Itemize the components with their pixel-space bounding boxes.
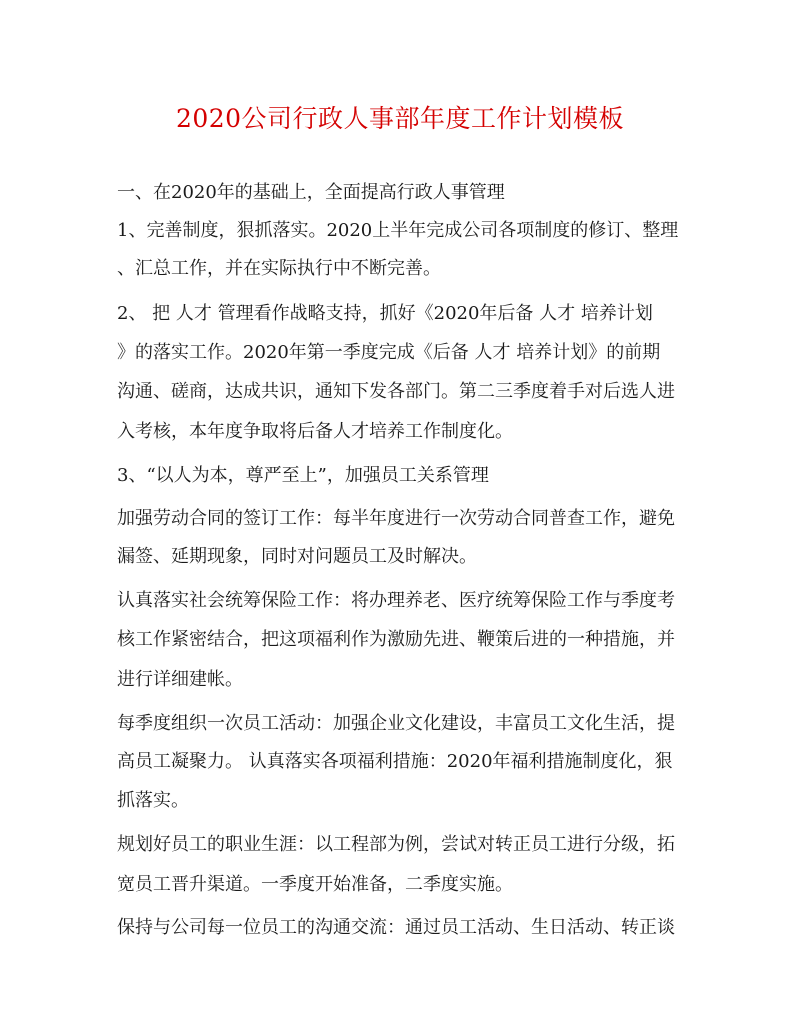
paragraph-line: 核工作紧密结合，把这项福利作为激励先进、鞭策后进的一种措施，并 xyxy=(117,629,675,650)
paragraph-line: 进行详细建帐。 xyxy=(117,669,243,690)
paragraph-line: 漏签、延期现象，同时对问题员工及时解决。 xyxy=(117,546,477,567)
paragraph-line: 入考核，本年度争取将后备人才培养工作制度化。 xyxy=(117,421,513,442)
paragraph-line: 保持与公司每一位员工的沟通交流：通过员工活动、生日活动、转正谈 xyxy=(117,917,675,938)
paragraph-line: 规划好员工的职业生涯：以工程部为例，尝试对转正员工进行分级，拓 xyxy=(117,834,675,855)
paragraph-line: 宽员工晋升渠道。一季度开始准备，二季度实施。 xyxy=(117,874,513,895)
paragraph-line: 3、“以人为本，尊严至上”，加强员工关系管理 xyxy=(117,465,489,486)
paragraph-line: 一、在2020年的基础上，全面提高行政人事管理 xyxy=(117,182,505,203)
paragraph-line: 高员工凝聚力。 认真落实各项福利措施：2020年福利措施制度化，狠 xyxy=(117,751,673,772)
paragraph-line: 沟通、磋商，达成共识，通知下发各部门。第二三季度着手对后选人进 xyxy=(117,381,675,402)
paragraph-line: 抓落实。 xyxy=(117,790,189,811)
paragraph-line: 2、 把 人才 管理看作战略支持，抓好《2020年后备 人才 培养计划 xyxy=(117,303,653,324)
document-title: 2020公司行政人事部年度工作计划模板 xyxy=(175,104,625,133)
paragraph-line: 认真落实社会统筹保险工作：将办理养老、医疗统筹保险工作与季度考 xyxy=(117,590,675,611)
paragraph-line: 1、完善制度，狠抓落实。2020上半年完成公司各项制度的修订、整理 xyxy=(117,220,679,241)
paragraph-line: 》的落实工作。2020年第一季度完成《后备 人才 培养计划》的前期 xyxy=(117,342,661,363)
paragraph-line: 加强劳动合同的签订工作：每半年度进行一次劳动合同普查工作，避免 xyxy=(117,508,675,529)
paragraph-line: 每季度组织一次员工活动：加强企业文化建设，丰富员工文化生活，提 xyxy=(117,713,675,734)
paragraph-line: 、汇总工作，并在实际执行中不断完善。 xyxy=(117,258,441,279)
